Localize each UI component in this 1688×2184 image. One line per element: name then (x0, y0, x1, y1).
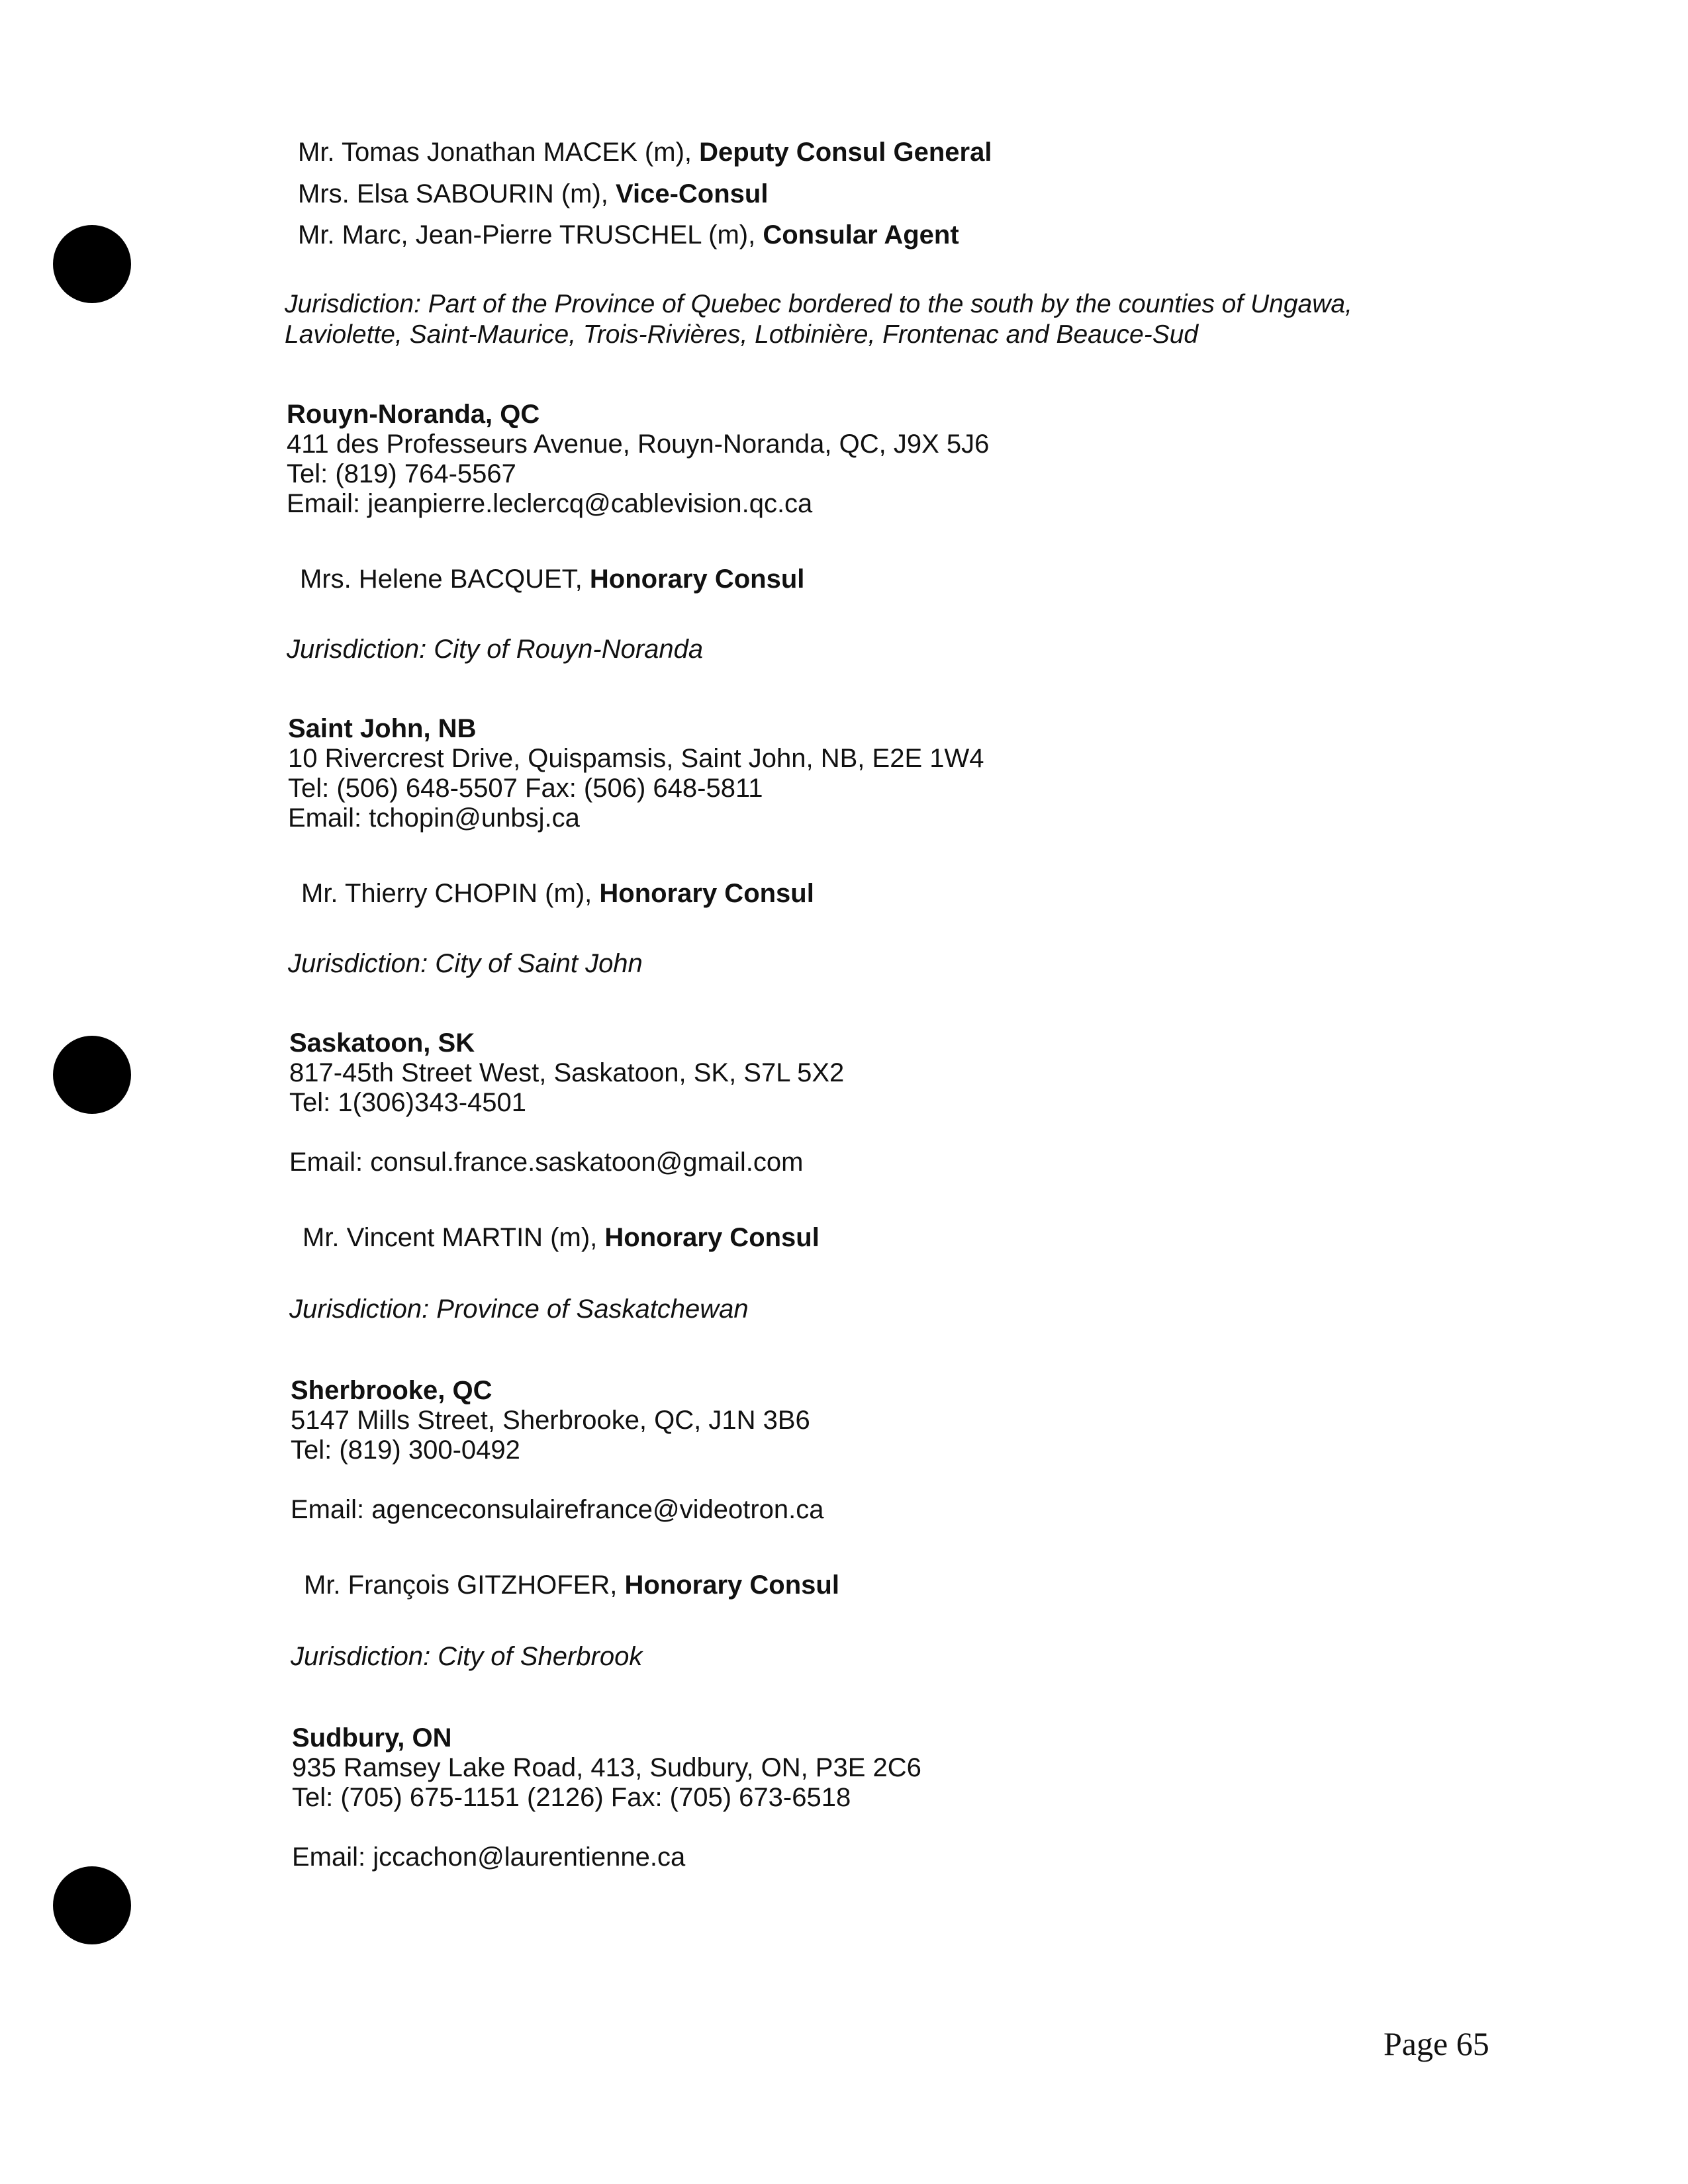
office-phone: Tel: (819) 300-0492 (291, 1435, 520, 1465)
officer-name: Mr. François GITZHOFER, (304, 1570, 625, 1600)
officer-title: Honorary Consul (589, 565, 805, 594)
officer-line (304, 1570, 839, 1600)
officer-line (298, 137, 992, 167)
office-address: 411 des Professeurs Avenue, Rouyn-Noranda, QC, J9X 5J6 (287, 430, 990, 459)
jurisdiction-text: Jurisdiction: City of Sherbrook (291, 1642, 643, 1671)
jurisdiction-text: Jurisdiction: City of Saint John (288, 949, 643, 978)
jurisdiction-text: Laviolette, Saint-Maurice, Trois-Rivières, Lotbinière, Frontenac and Beauce-Sud (285, 320, 1199, 349)
office-city: Sherbrooke, QC (291, 1376, 492, 1405)
office-address: 5147 Mills Street, Sherbrooke, QC, J1N 3B6 (291, 1406, 810, 1435)
punch-hole-middle (53, 1036, 131, 1114)
jurisdiction-text: Jurisdiction: Province of Saskatchewan (289, 1295, 749, 1324)
officer-line (303, 1222, 820, 1253)
office-phone: Tel: 1(306)343-4501 (289, 1088, 527, 1117)
office-address: 10 Rivercrest Drive, Quispamsis, Saint John, NB, E2E 1W4 (288, 744, 984, 773)
officer-name: Mr. Thierry CHOPIN (m), (301, 879, 600, 908)
office-email: Email: jccachon@laurentienne.ca (292, 1843, 686, 1872)
office-email: Email: agenceconsulairefrance@videotron.ca (291, 1495, 824, 1524)
officer-name: Mr. Vincent MARTIN (m), (303, 1223, 605, 1252)
office-city: Sudbury, ON (292, 1723, 452, 1752)
officer-line (298, 220, 959, 250)
officer-name: Mrs. Elsa SABOURIN (m), (298, 179, 616, 208)
officer-title: Honorary Consul (604, 1223, 820, 1252)
office-city: Saskatoon, SK (289, 1028, 475, 1058)
officer-title: Consular Agent (763, 220, 959, 250)
office-email: Email: tchopin@unbsj.ca (288, 803, 580, 833)
punch-hole-bottom (53, 1866, 131, 1944)
officer-name: Mrs. Helene BACQUET, (300, 565, 590, 594)
office-address: 935 Ramsey Lake Road, 413, Sudbury, ON, P3E 2C6 (292, 1753, 921, 1782)
office-email: Email: jeanpierre.leclercq@cablevision.qc.ca (287, 489, 813, 518)
officer-title: Deputy Consul General (699, 138, 992, 167)
office-phone: Tel: (819) 764-5567 (287, 459, 516, 488)
officer-line (301, 878, 814, 909)
officer-title: Honorary Consul (624, 1570, 839, 1600)
office-address: 817-45th Street West, Saskatoon, SK, S7L 5X2 (289, 1058, 845, 1087)
officer-line (298, 179, 768, 209)
office-email: Email: consul.france.saskatoon@gmail.com (289, 1148, 804, 1177)
punch-hole-top (53, 225, 131, 303)
office-phone: Tel: (705) 675-1151 (2126) Fax: (705) 673-6518 (292, 1783, 851, 1812)
page-number: Page 65 (1383, 2025, 1489, 2062)
office-phone: Tel: (506) 648-5507 Fax: (506) 648-5811 (288, 774, 763, 803)
jurisdiction-text: Jurisdiction: City of Rouyn-Noranda (287, 635, 704, 664)
office-city: Saint John, NB (288, 714, 477, 743)
officer-name: Mr. Tomas Jonathan MACEK (m), (298, 138, 700, 167)
officer-title: Honorary Consul (599, 879, 814, 908)
jurisdiction-text: Jurisdiction: Part of the Province of Quebec bordered to the south by the counties of Ungawa, (285, 290, 1352, 318)
officer-title: Vice-Consul (616, 179, 769, 208)
office-city: Rouyn-Noranda, QC (287, 400, 540, 429)
officer-name: Mr. Marc, Jean-Pierre TRUSCHEL (m), (298, 220, 763, 250)
officer-line (300, 564, 804, 594)
